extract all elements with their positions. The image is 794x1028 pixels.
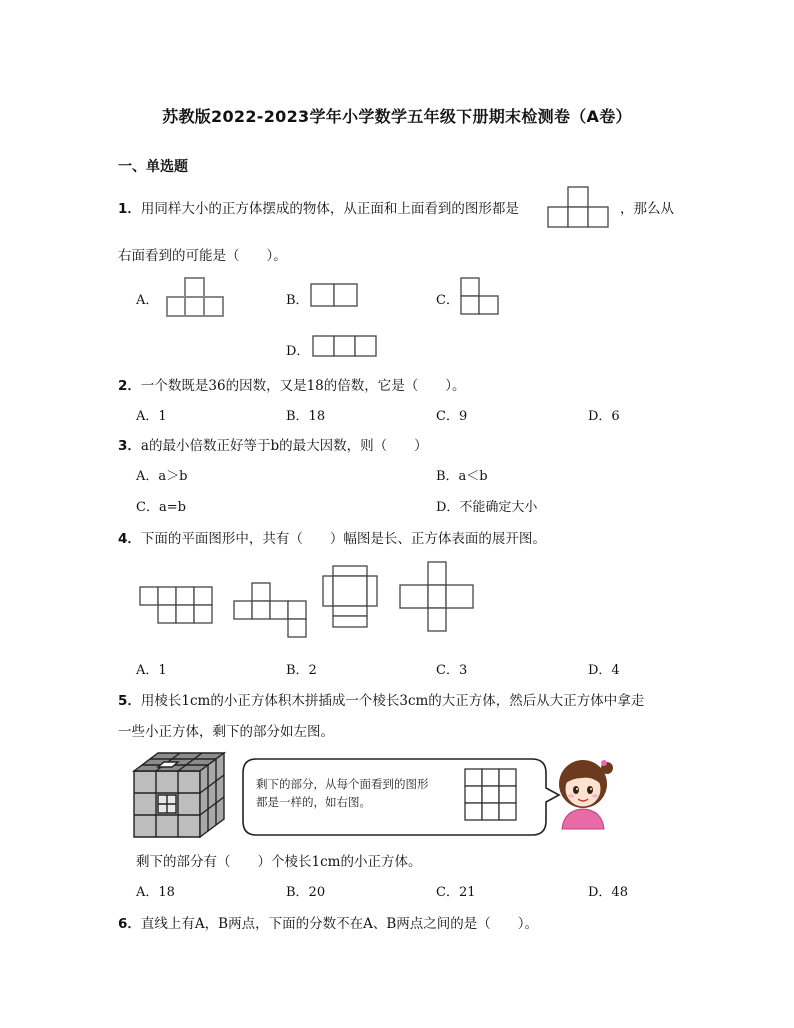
q1-option-d-figure[interactable] bbox=[313, 336, 376, 357]
option-d[interactable]: D．不能确定大小 bbox=[436, 500, 538, 515]
question-text-cont: ，那么从 bbox=[620, 201, 674, 217]
question-text: 用同样大小的正方体摆成的物体，从正面和上面看到的图形都是 bbox=[140, 201, 519, 217]
bubble-line-2: 都是一样的，如右图。 bbox=[256, 795, 371, 809]
question-text-line3: 剩下的部分有（ ）个棱长1cm的小正方体。 bbox=[136, 854, 422, 870]
option-d[interactable]: D．6 bbox=[588, 409, 620, 424]
q1-option-b-figure[interactable] bbox=[311, 284, 357, 307]
question-number: 6． bbox=[118, 916, 141, 932]
question-number: 2． bbox=[118, 378, 141, 394]
question-text-line2: 一些小正方体，剩下的部分如左图。 bbox=[118, 724, 334, 740]
question-1 bbox=[118, 197, 519, 217]
q1-option-c-figure[interactable] bbox=[461, 278, 499, 315]
option-b[interactable]: B．2 bbox=[286, 663, 317, 678]
question-number: 1． bbox=[118, 201, 141, 217]
question-text: 一个数既是36的因数，又是18的倍数，它是（ ）。 bbox=[140, 378, 466, 394]
option-c[interactable]: C．a=b bbox=[136, 500, 186, 515]
question-5 bbox=[118, 689, 644, 709]
option-d[interactable]: D．48 bbox=[588, 885, 628, 900]
option-d[interactable]: D．4 bbox=[588, 663, 620, 678]
question-text: a的最小倍数正好等于b的最大因数，则（ ） bbox=[140, 438, 428, 454]
question-2 bbox=[118, 374, 466, 394]
option-a[interactable]: A．1 bbox=[136, 663, 167, 678]
option-c[interactable]: C．21 bbox=[436, 885, 476, 900]
option-a[interactable]: A．a＞b bbox=[136, 469, 188, 484]
question-number: 4． bbox=[118, 531, 141, 547]
option-d[interactable]: D． bbox=[286, 344, 310, 359]
q4-net-2 bbox=[234, 583, 308, 638]
q4-net-1 bbox=[140, 587, 214, 625]
q4-net-3 bbox=[323, 566, 377, 628]
option-b[interactable]: B．a＜b bbox=[436, 469, 488, 484]
view-grid-figure bbox=[464, 768, 518, 822]
option-a[interactable]: A．18 bbox=[136, 885, 175, 900]
question-number: 3． bbox=[118, 438, 141, 454]
option-b[interactable]: B． bbox=[286, 293, 309, 308]
option-c[interactable]: C． bbox=[436, 293, 459, 308]
section-heading: 一、单选题 bbox=[118, 159, 188, 175]
option-b[interactable]: B．18 bbox=[286, 409, 326, 424]
question-3 bbox=[118, 434, 428, 454]
option-c[interactable]: C．3 bbox=[436, 663, 468, 678]
question-text: 下面的平面图形中，共有（ ）幅图是长、正方体表面的展开图。 bbox=[140, 531, 546, 547]
question-text: 直线上有A，B两点，下面的分数不在A、B两点之间的是（ ）。 bbox=[140, 916, 538, 932]
page-title: 苏教版2022-2023学年小学数学五年级下册期末检测卷（A卷） bbox=[162, 107, 632, 126]
bubble-line-1: 剩下的部分，从每个面看到的图形 bbox=[256, 777, 429, 791]
question-text-line2: 右面看到的可能是（ ）。 bbox=[118, 248, 287, 264]
question-4 bbox=[118, 527, 546, 547]
question-text: 用棱长1cm的小正方体积木拼插成一个棱长3cm的大正方体，然后从大正方体中拿走 bbox=[140, 693, 645, 709]
q4-net-4 bbox=[400, 562, 474, 632]
q1-reference-figure bbox=[548, 187, 608, 227]
option-c[interactable]: C．9 bbox=[436, 409, 468, 424]
q1-option-a-figure[interactable] bbox=[166, 277, 224, 317]
girl-character-icon bbox=[552, 754, 614, 830]
option-b[interactable]: B．20 bbox=[286, 885, 326, 900]
option-a[interactable]: A．1 bbox=[136, 409, 167, 424]
option-a[interactable]: A． bbox=[136, 293, 159, 308]
cube-illustration bbox=[134, 753, 232, 839]
question-number: 5． bbox=[118, 693, 141, 709]
question-6 bbox=[118, 912, 538, 932]
